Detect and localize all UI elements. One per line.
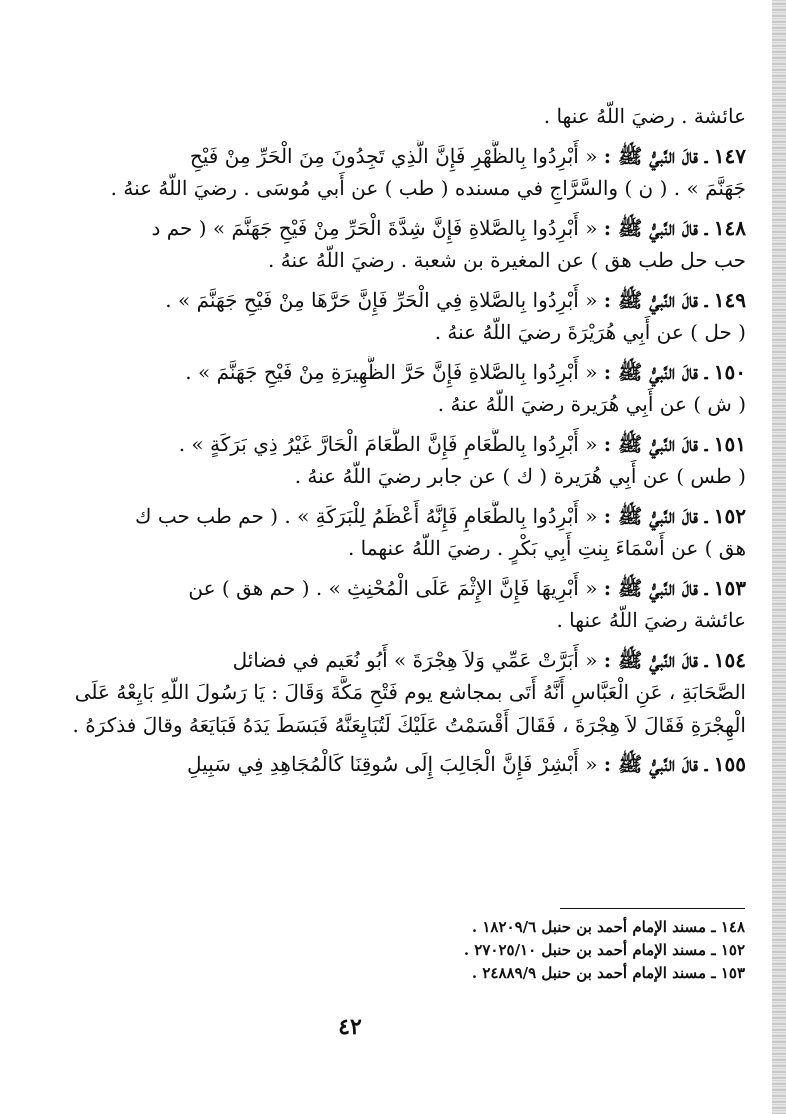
hadith-intro: ـ قالَ النَّبيُّ ﷺ : (603, 752, 708, 776)
hadith-number: ١٥٠ (713, 359, 746, 384)
hadith-line (42, 428, 746, 461)
hadith-line (42, 212, 746, 245)
hadith-line: الصَّحَابَةِ ، عَنِ الْعَبَّاسِ أَنَّهُ أَتَى بمجاشع يوم فَتْحِ مَكَّةَ وَقَالَ : يَا رَسُولَ اللّهِ بَايِعْهُ عَلَى (74, 680, 746, 704)
hadith-line (42, 748, 746, 781)
hadith-line: هق ) عن أَسْمَاءَ بِنتِ أَبِي بَكْرٍ . رضيَ اللّهُ عنهما . (347, 536, 746, 560)
hadith-intro: ـ قالَ النَّبيُّ ﷺ : (603, 215, 708, 240)
hadith-text: « أَبْرِدُوا بِالطَّعَامِ فَإِنَّهُ أَعْظَمُ لِلْبَرَكَةِ » . ( حم طب حب ك (135, 503, 598, 528)
hadith-text: « أَبَرَّتْ عَمِّي وَلاَ هِجْرَةَ » أَبُو نُعَيم في فضائل (232, 647, 598, 672)
hadith-text: « أَبْرِيهَا فَإِنَّ الإِثْمَ عَلَى الْمُحْنِثِ » . ( حم هق ) عن (188, 575, 598, 600)
hadith-line: ( حل ) عن أَبِي هُرَيْرَةَ رضيَ اللّهُ عنهُ . (434, 320, 746, 344)
hadith-number: ١٥٣ (713, 575, 746, 600)
hadith-intro: ـ قالَ النَّبيُّ ﷺ : (603, 647, 708, 672)
hadith-intro: ـ قالَ النَّبيُّ ﷺ : (603, 287, 708, 312)
hadith-line: حب حل طب هق ) عن المغيرة بن شعبة . رضيَ اللّهُ عنهُ . (268, 248, 746, 272)
hadith-line: ( طس ) عن أَبِي هُرَيرة ( ك ) عن جابر رضيَ اللّهُ عنهُ . (294, 464, 746, 488)
footnote: ١٥٣ ـ مسند الإمام أحمد بن حنبل ٢٤٨٨٩/٩ . (471, 964, 745, 982)
hadith-line (42, 644, 746, 677)
hadith-line (42, 572, 746, 605)
hadith-148 (42, 212, 746, 277)
hadith-number: ١٥١ (713, 431, 746, 456)
footnotes (300, 916, 745, 985)
hadith-text: « أَبْرِدُوا بِالصَّلاةِ فِي الْحَرِّ فَإِنَّ حَرَّهَا مِنْ فَيْحِ جَهَنَّمَ » . (165, 287, 598, 312)
hadith-line: عائشة رضيَ اللّهُ عنها . (556, 608, 746, 632)
hadith-152 (42, 500, 746, 565)
hadith-151 (42, 428, 746, 493)
hadith-149 (42, 284, 746, 349)
hadith-line (42, 356, 746, 389)
page-number: ٤٢ (338, 1014, 362, 1040)
hadith-text: « أَبْرِدُوا بِالصَّلاةِ فَإِنَّ حَرَّ الظَّهِيرَةِ مِنْ فَيْحِ جَهَنَّمَ » . (185, 359, 598, 384)
footnote: ١٥٢ ـ مسند الإمام أحمد بن حنبل ٢٧٠٢٥/١٠ . (463, 941, 745, 959)
footnote: ١٤٨ ـ مسند الإمام أحمد بن حنبل ١٨٢٠٩/٦ . (471, 918, 745, 936)
hadith-text: « أَبْشِرْ فَإِنَّ الْجَالِبَ إِلَى سُوقِنَا كَالْمُجَاهِدِ فِي سَبِيلِ (186, 752, 598, 776)
hadith-line (42, 500, 746, 533)
hadith-intro: ـ قالَ النَّبيُّ ﷺ : (603, 143, 708, 168)
intro-line: عائشة . رضيَ اللّهُ عنها . (543, 104, 746, 128)
hadith-intro: ـ قالَ النَّبيُّ ﷺ : (603, 359, 708, 384)
hadith-147 (42, 140, 746, 205)
hadith-154 (42, 644, 746, 742)
footnote-divider (560, 908, 745, 909)
hadith-number: ١٤٩ (713, 287, 746, 312)
hadith-line (42, 140, 746, 173)
hadith-line (42, 284, 746, 317)
main-text (42, 100, 746, 781)
hadith-number: ١٥٥ (713, 752, 746, 776)
hadith-number: ١٥٢ (713, 503, 746, 528)
hadith-text: « أَبْرِدُوا بِالطَّعَامِ فَإِنَّ الطَّعَامَ الْحَارَّ غَيْرُ ذِي بَرَكَةٍ » . (178, 431, 598, 456)
hadith-intro: ـ قالَ النَّبيُّ ﷺ : (603, 575, 708, 600)
hadith-text: « أَبْرِدُوا بِالظُّهْرِ فَإِنَّ الَّذِي تَجِدُونَ مِنَ الْحَرِّ مِنْ فَيْحِ (189, 143, 598, 168)
hadith-line: ( ش ) عن أَبِي هُرَيرة رضيَ اللّهُ عنهُ . (437, 392, 746, 416)
hadith-number: ١٥٤ (713, 647, 746, 672)
hadith-line: الْهِجْرَةِ فَقَالَ لاَ هِجْرَةَ ، فَقَالَ أَقْسَمْتُ عَلَيْكَ لَتُبَايِعَنَّهُ فَبَسَطَ يَدَهُ فَبَايَعَهُ وقالَ فذكرَهُ . (72, 712, 746, 737)
hadith-153 (42, 572, 746, 637)
hadith-155 (42, 748, 746, 781)
hadith-number: ١٤٧ (713, 143, 746, 168)
hadith-text: « أَبْرِدُوا بِالصَّلاةِ فَإِنَّ شِدَّةَ الْحَرِّ مِنْ فَيْحِ جَهَنَّمَ » ( حم د (151, 215, 598, 240)
hadith-intro: ـ قالَ النَّبيُّ ﷺ : (603, 503, 708, 528)
hadith-150 (42, 356, 746, 421)
scanned-page-edge (772, 0, 786, 1114)
hadith-intro: ـ قالَ النَّبيُّ ﷺ : (603, 431, 708, 456)
hadith-line: جَهَنَّمَ » . ( ن ) والسَّرَّاجِ في مسنده ( طب ) عن أَبي مُوسَى . رضيَ اللّهُ عنهُ . (110, 176, 746, 200)
hadith-number: ١٤٨ (713, 215, 746, 240)
